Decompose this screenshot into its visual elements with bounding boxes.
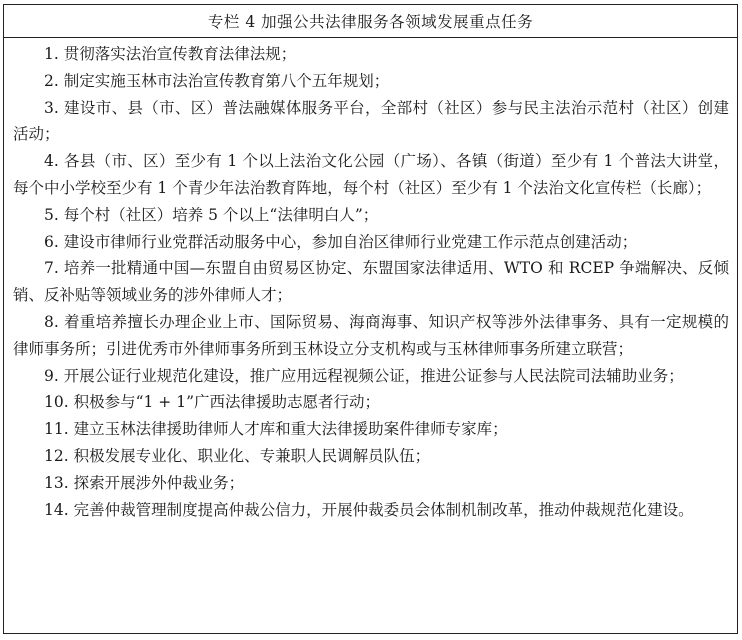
task-item-8: 8. 着重培养擅长办理企业上市、国际贸易、海商海事、知识产权等涉外法律事务、具有一定规模的律师事务所；引进优秀市外律师事务所到玉林设立分支机构或与玉林律师事务所建立联营； [13, 312, 730, 358]
task-item-7: 7. 培养一批精通中国—东盟自由贸易区协定、东盟国家法律适用、WTO 和 RCEP 争端解决、反倾销、反补贴等领域业务的涉外律师人才； [13, 259, 729, 305]
task-item-11: 11. 建立玉林法律援助律师人才库和重大法律援助案件律师专家库； [44, 420, 508, 439]
task-item-6: 6. 建设市律师行业党群活动服务中心，参加自治区律师行业党建工作示范点创建活动； [44, 232, 638, 251]
box-title: 专栏 4 加强公共法律服务各领域发展重点任务 [4, 5, 737, 38]
task-item-13: 13. 探索开展涉外仲裁业务； [44, 473, 245, 492]
task-item-9: 9. 开展公证行业规范化建设，推广应用远程视频公证，推进公证参与人民法院司法辅助业务； [44, 366, 684, 385]
task-item-2: 2. 制定实施玉林市法治宣传教育第八个五年规划； [44, 71, 390, 90]
task-item-1: 1. 贯彻落实法治宣传教育法律法规； [44, 45, 297, 63]
task-item-14: 14. 完善仲裁管理制度提高仲裁公信力，开展仲裁委员会体制机制改革，推动仲裁规范化建设。 [44, 500, 694, 519]
task-box [3, 4, 738, 634]
task-item-10: 10. 积极参与“1 + 1”广西法律援助志愿者行动； [44, 393, 380, 412]
task-item-12: 12. 积极发展专业化、职业化、专兼职人民调解员队伍； [44, 446, 431, 465]
task-item-5: 5. 每个村（社区）培养 5 个以上“法律明白人”； [44, 205, 379, 224]
task-list [4, 38, 737, 523]
task-item-4: 4. 各县（市、区）至少有 1 个以上法治文化公园（广场）、各镇（街道）至少有 1 个普法大讲堂，每个中小学校至少有 1 个青少年法治教育阵地，每个村（社区）至少有 1 个法治文化宣传栏（长廊）； [13, 152, 729, 197]
task-item-3: 3. 建设市、县（市、区）普法融媒体服务平台，全部村（社区）参与民主法治示范村（社区）创建活动； [13, 98, 730, 144]
